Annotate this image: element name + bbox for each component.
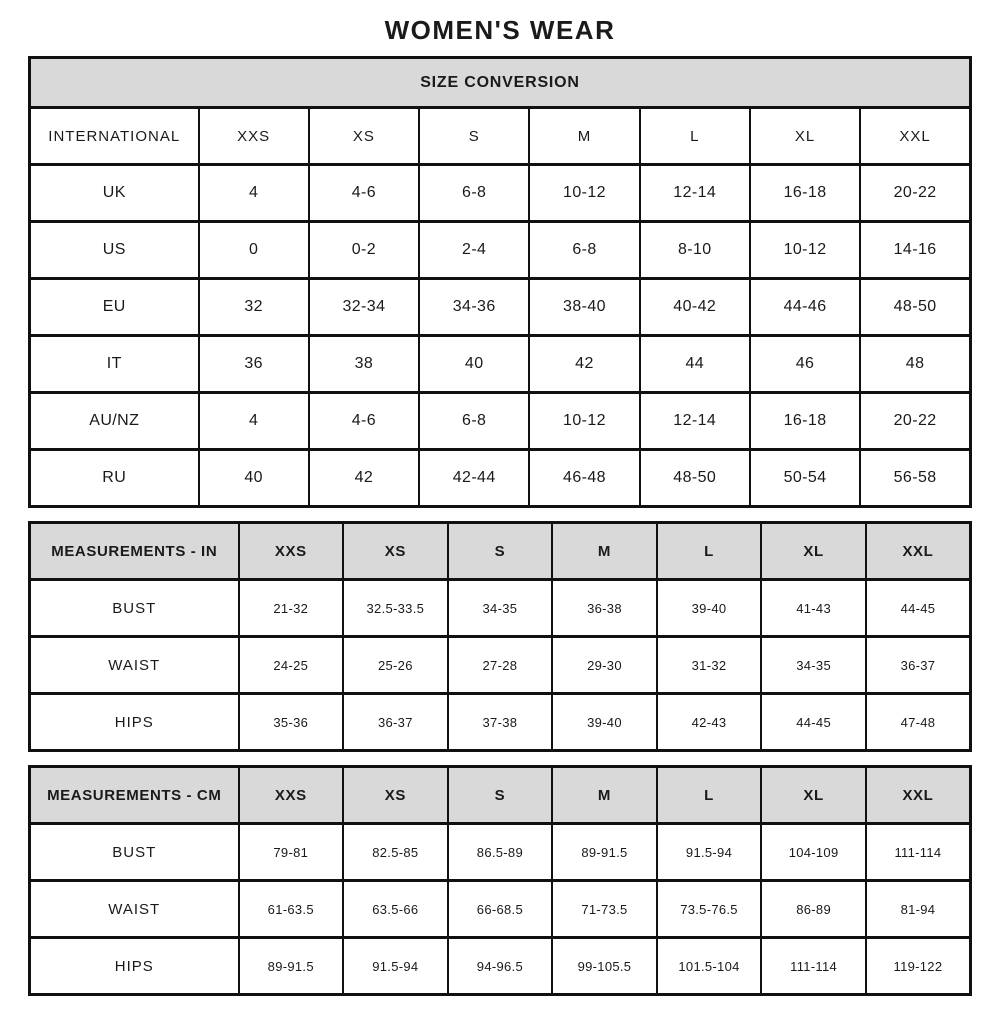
col-header-international: INTERNATIONAL [30,108,199,165]
table-row-us [30,222,971,279]
cell: 2-4 [419,222,529,279]
row-label-aunz: AU/NZ [30,393,199,450]
cell: 6-8 [529,222,639,279]
cell: 14-16 [860,222,970,279]
cell: 44 [640,336,750,393]
cell: 31-32 [657,637,762,694]
cell: 20-22 [860,165,970,222]
measurements-in-table [28,521,972,752]
row-label-bust: BUST [30,824,239,881]
cell: 34-35 [761,637,866,694]
cell: 99-105.5 [552,938,657,995]
table-row-aunz [30,393,971,450]
cell: 40 [199,450,309,507]
size-header-xxs: XXS [239,767,344,824]
cell: 111-114 [866,824,971,881]
cell: 34-36 [419,279,529,336]
cell: 41-43 [761,580,866,637]
cell: 44-45 [761,694,866,751]
cell: 82.5-85 [343,824,448,881]
size-header-xxl: XXL [866,523,971,580]
cell: 48 [860,336,970,393]
row-label-waist: WAIST [30,637,239,694]
size-header-xl: XL [761,767,866,824]
cell: 91.5-94 [343,938,448,995]
cell: 48-50 [640,450,750,507]
size-header-xl: XL [761,523,866,580]
cell: 104-109 [761,824,866,881]
cell: 20-22 [860,393,970,450]
size-header-m: M [552,767,657,824]
cell: 66-68.5 [448,881,553,938]
page-title: WOMEN'S WEAR [384,15,616,45]
cell: 119-122 [866,938,971,995]
cell: 94-96.5 [448,938,553,995]
cell: 42-44 [419,450,529,507]
cell: 36 [199,336,309,393]
row-label-hips: HIPS [30,694,239,751]
table-row-bust-in [30,580,971,637]
row-label-uk: UK [30,165,199,222]
cell: 46 [750,336,860,393]
size-header-s: S [448,523,553,580]
cell: 21-32 [239,580,344,637]
col-header-l: L [640,108,750,165]
column-header-row [30,108,971,165]
cell: 71-73.5 [552,881,657,938]
row-label-eu: EU [30,279,199,336]
cell: 12-14 [640,393,750,450]
cell: 36-37 [866,637,971,694]
cell: 36-37 [343,694,448,751]
table-row-waist-in [30,637,971,694]
table-row-hips-in [30,694,971,751]
cell: 40-42 [640,279,750,336]
cell: 47-48 [866,694,971,751]
cell: 38 [309,336,419,393]
size-header-xxs: XXS [239,523,344,580]
cell: 81-94 [866,881,971,938]
cell: 79-81 [239,824,344,881]
table-row-it [30,336,971,393]
table-row-eu [30,279,971,336]
col-header-xs: XS [309,108,419,165]
cell: 42 [309,450,419,507]
cell: 61-63.5 [239,881,344,938]
cell: 42 [529,336,639,393]
cell: 16-18 [750,165,860,222]
cell: 4 [199,165,309,222]
measurements-cm-table [28,765,972,996]
cell: 27-28 [448,637,553,694]
size-header-xs: XS [343,767,448,824]
cell: 10-12 [529,165,639,222]
cell: 24-25 [239,637,344,694]
cell: 4 [199,393,309,450]
cell: 12-14 [640,165,750,222]
col-header-xxl: XXL [860,108,970,165]
table-row-uk [30,165,971,222]
cell: 56-58 [860,450,970,507]
cell: 6-8 [419,165,529,222]
size-header-m: M [552,523,657,580]
cell: 91.5-94 [657,824,762,881]
cell: 44-45 [866,580,971,637]
cell: 4-6 [309,393,419,450]
cell: 42-43 [657,694,762,751]
cell: 37-38 [448,694,553,751]
cell: 86.5-89 [448,824,553,881]
cell: 89-91.5 [552,824,657,881]
cell: 89-91.5 [239,938,344,995]
col-header-xxs: XXS [199,108,309,165]
col-header-xl: XL [750,108,860,165]
row-label-hips: HIPS [30,938,239,995]
cell: 32 [199,279,309,336]
row-label-waist: WAIST [30,881,239,938]
size-header-l: L [657,767,762,824]
table-row-hips-cm [30,938,971,995]
table-header-row [30,767,971,824]
cell: 39-40 [657,580,762,637]
cell: 32-34 [309,279,419,336]
cell: 10-12 [750,222,860,279]
cell: 36-38 [552,580,657,637]
cell: 29-30 [552,637,657,694]
table-row-bust-cm [30,824,971,881]
cell: 63.5-66 [343,881,448,938]
size-conversion-table [28,56,972,508]
cell: 40 [419,336,529,393]
cell: 35-36 [239,694,344,751]
cell: 25-26 [343,637,448,694]
cell: 39-40 [552,694,657,751]
cell: 111-114 [761,938,866,995]
row-label-ru: RU [30,450,199,507]
cell: 48-50 [860,279,970,336]
cell: 10-12 [529,393,639,450]
cell: 16-18 [750,393,860,450]
size-header-xs: XS [343,523,448,580]
cell: 4-6 [309,165,419,222]
cell: 6-8 [419,393,529,450]
row-label-us: US [30,222,199,279]
cell: 46-48 [529,450,639,507]
cell: 0 [199,222,309,279]
cell: 50-54 [750,450,860,507]
row-label-it: IT [30,336,199,393]
measurements-cm-header: MEASUREMENTS - CM [30,767,239,824]
cell: 38-40 [529,279,639,336]
table-row-ru [30,450,971,507]
cell: 86-89 [761,881,866,938]
size-header-s: S [448,767,553,824]
row-label-bust: BUST [30,580,239,637]
measurements-in-header: MEASUREMENTS - IN [30,523,239,580]
table-row-waist-cm [30,881,971,938]
cell: 44-46 [750,279,860,336]
cell: 34-35 [448,580,553,637]
cell: 8-10 [640,222,750,279]
size-header-l: L [657,523,762,580]
table-header-row [30,58,971,108]
col-header-m: M [529,108,639,165]
cell: 32.5-33.5 [343,580,448,637]
table-header-row [30,523,971,580]
cell: 101.5-104 [657,938,762,995]
cell: 0-2 [309,222,419,279]
col-header-s: S [419,108,529,165]
size-conversion-header: SIZE CONVERSION [30,58,971,108]
cell: 73.5-76.5 [657,881,762,938]
size-header-xxl: XXL [866,767,971,824]
